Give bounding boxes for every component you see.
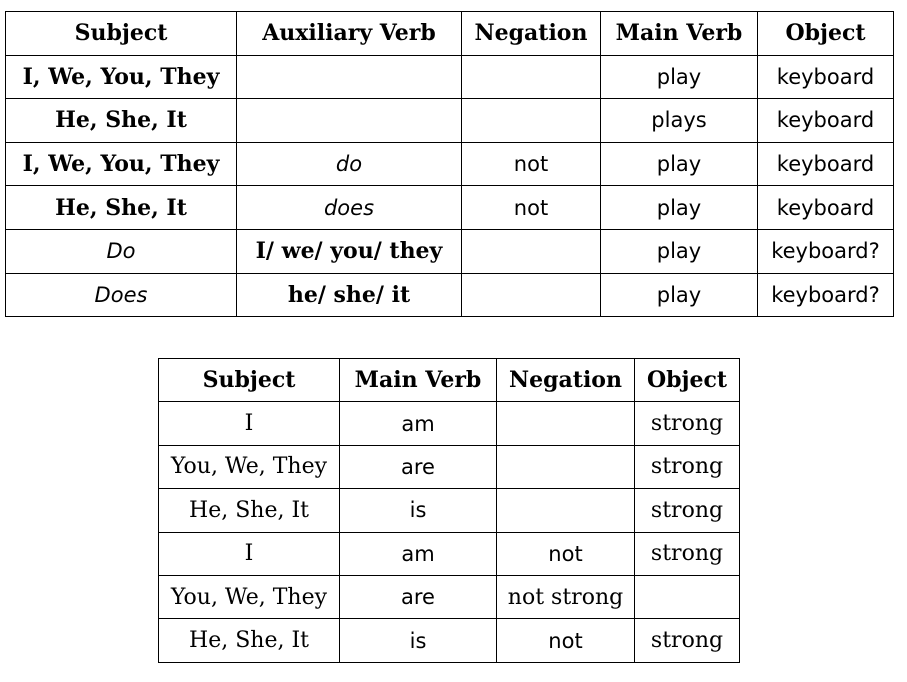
cell-negation xyxy=(462,55,601,99)
header-main-verb: Main Verb xyxy=(601,12,758,56)
table-row xyxy=(6,55,894,99)
cell-negation: not xyxy=(497,532,635,575)
cell-object: keyboard xyxy=(758,55,894,99)
table-row xyxy=(159,532,740,575)
table-row xyxy=(6,186,894,230)
cell-main-verb: is xyxy=(340,489,497,532)
cell-subject: You, We, They xyxy=(159,575,340,618)
cell-object: keyboard? xyxy=(758,229,894,273)
cell-negation: not xyxy=(497,619,635,662)
cell-main-verb: is xyxy=(340,619,497,662)
table-header-row xyxy=(159,359,740,402)
cell-negation: not xyxy=(462,186,601,230)
cell-negation: not strong xyxy=(497,575,635,618)
header-negation: Negation xyxy=(462,12,601,56)
cell-main-verb: am xyxy=(340,402,497,445)
cell-object: strong xyxy=(635,619,740,662)
cell-subject: I, We, You, They xyxy=(6,55,237,99)
cell-subject: He, She, It xyxy=(6,186,237,230)
header-object: Object xyxy=(758,12,894,56)
cell-object xyxy=(635,575,740,618)
cell-main-verb: play xyxy=(601,273,758,317)
cell-main-verb: plays xyxy=(601,99,758,143)
cell-main-verb: play xyxy=(601,186,758,230)
header-subject: Subject xyxy=(159,359,340,402)
table-header-row xyxy=(6,12,894,56)
header-object: Object xyxy=(635,359,740,402)
cell-subject: I xyxy=(159,402,340,445)
table-row xyxy=(6,273,894,317)
cell-main-verb: play xyxy=(601,229,758,273)
header-subject: Subject xyxy=(6,12,237,56)
cell-auxiliary-verb: do xyxy=(237,142,462,186)
cell-auxiliary-verb xyxy=(237,99,462,143)
present-simple-table xyxy=(5,11,894,317)
header-main-verb: Main Verb xyxy=(340,359,497,402)
to-be-table xyxy=(158,358,740,663)
cell-main-verb: play xyxy=(601,55,758,99)
cell-auxiliary-verb: does xyxy=(237,186,462,230)
cell-object: strong xyxy=(635,445,740,488)
cell-object: strong xyxy=(635,489,740,532)
table-row xyxy=(6,142,894,186)
table-row xyxy=(6,99,894,143)
cell-negation xyxy=(462,273,601,317)
cell-subject: You, We, They xyxy=(159,445,340,488)
table-row xyxy=(159,489,740,532)
cell-negation xyxy=(497,445,635,488)
cell-main-verb: are xyxy=(340,445,497,488)
cell-subject: I, We, You, They xyxy=(6,142,237,186)
cell-subject: He, She, It xyxy=(6,99,237,143)
cell-object: keyboard xyxy=(758,99,894,143)
cell-negation xyxy=(497,402,635,445)
header-negation: Negation xyxy=(497,359,635,402)
cell-main-verb: are xyxy=(340,575,497,618)
cell-subject: Do xyxy=(6,229,237,273)
cell-auxiliary-verb: he/ she/ it xyxy=(237,273,462,317)
cell-object: keyboard xyxy=(758,186,894,230)
cell-subject: Does xyxy=(6,273,237,317)
cell-negation xyxy=(462,229,601,273)
cell-negation: not xyxy=(462,142,601,186)
cell-object: strong xyxy=(635,532,740,575)
cell-main-verb: play xyxy=(601,142,758,186)
table-row xyxy=(159,619,740,662)
cell-negation xyxy=(462,99,601,143)
cell-subject: He, She, It xyxy=(159,619,340,662)
cell-main-verb: am xyxy=(340,532,497,575)
cell-object: keyboard? xyxy=(758,273,894,317)
table-row xyxy=(6,229,894,273)
cell-object: keyboard xyxy=(758,142,894,186)
table-row xyxy=(159,402,740,445)
header-auxiliary-verb: Auxiliary Verb xyxy=(237,12,462,56)
cell-auxiliary-verb: I/ we/ you/ they xyxy=(237,229,462,273)
cell-negation xyxy=(497,489,635,532)
cell-subject: He, She, It xyxy=(159,489,340,532)
table-row xyxy=(159,575,740,618)
table-row xyxy=(159,445,740,488)
cell-object: strong xyxy=(635,402,740,445)
cell-auxiliary-verb xyxy=(237,55,462,99)
cell-subject: I xyxy=(159,532,340,575)
